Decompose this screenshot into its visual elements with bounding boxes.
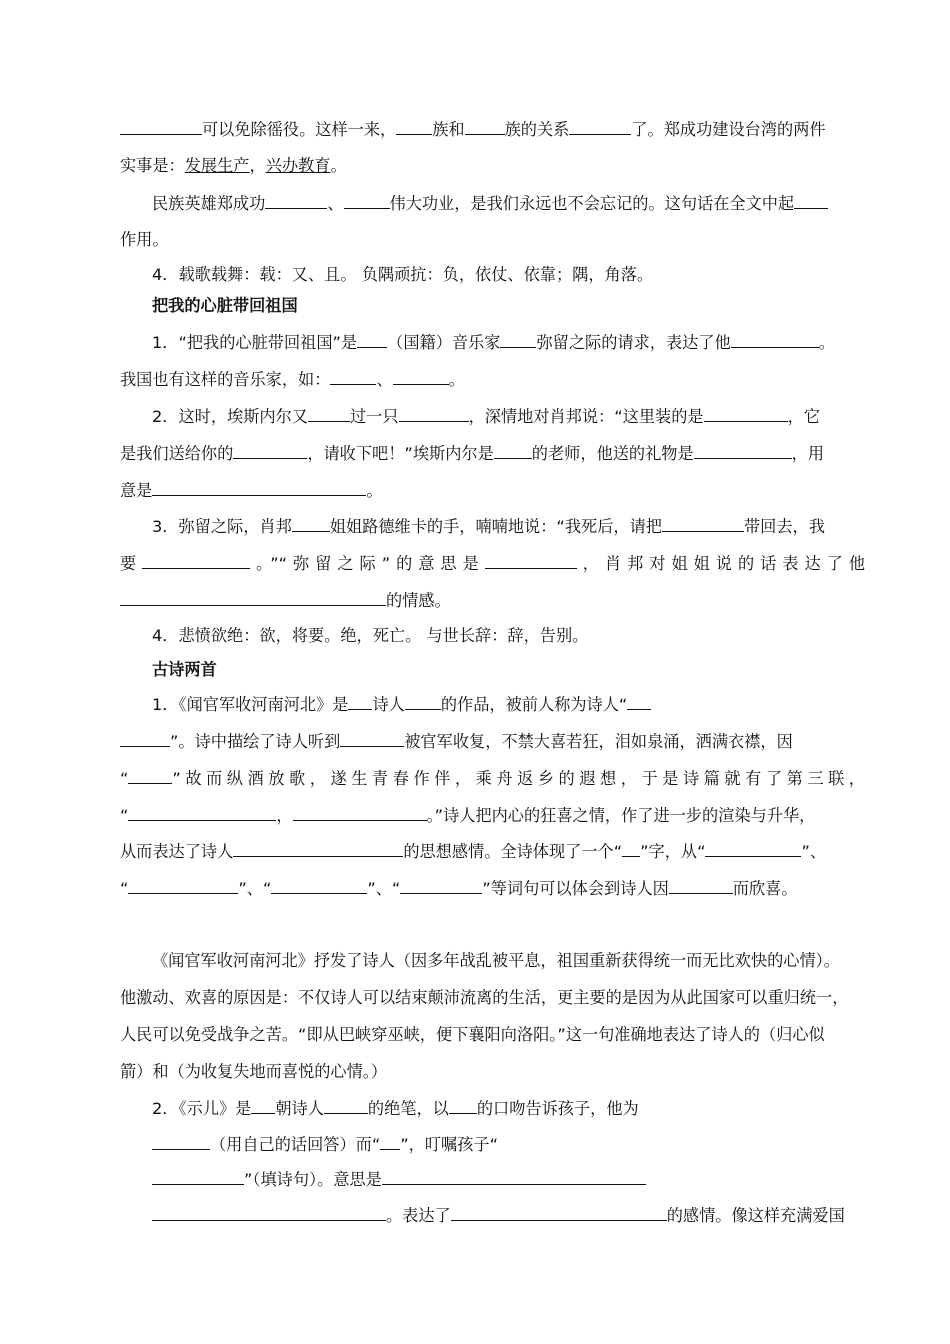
- fill-blank[interactable]: [340, 728, 404, 747]
- fill-blank[interactable]: [393, 366, 449, 385]
- section-title: 把我的心脏带回祖国: [152, 296, 298, 315]
- fill-blank[interactable]: [500, 329, 536, 348]
- text-line: 3．弥留之际，肖邦 姐姐路德维卡的手，喃喃地说：“我死后，请把 带回去，我: [152, 513, 865, 539]
- text-line: “ ， 。”诗人把内心的狂喜之情，作了进一步的渲染与升华，: [120, 802, 865, 828]
- fill-blank[interactable]: [233, 838, 403, 857]
- text-line: “ ”故而纵酒放歌，遂生青春作伴，乘舟返乡的遐想，于是诗篇就有了第三联，: [120, 765, 865, 791]
- text-line: 人民可以免受战争之苦。“即从巴峡穿巫峡，便下襄阳向洛阳。”这一句准确地表达了诗人的（归心似: [120, 1025, 825, 1044]
- text-line: 《闻官军收河南河北》抒发了诗人（因多年战乱被平息，祖国重新获得统一而无比欢快的心情）。: [152, 951, 840, 970]
- fill-blank[interactable]: [794, 190, 828, 209]
- fill-blank[interactable]: [465, 116, 505, 135]
- fill-blank[interactable]: [399, 403, 469, 422]
- fill-blank[interactable]: [142, 550, 250, 569]
- text-line: 箭）和（为收复失地而喜悦的心情。）: [120, 1062, 388, 1081]
- fill-blank[interactable]: [292, 513, 330, 532]
- fill-blank[interactable]: [348, 691, 372, 710]
- text-line: “ ”、“ ”、“ ”等词句可以体会到诗人因 而欣喜。: [120, 875, 865, 901]
- fill-blank[interactable]: [330, 366, 376, 385]
- section-title: 古诗两首: [152, 660, 217, 679]
- underlined-answer: 兴办教育: [265, 156, 331, 175]
- fill-blank[interactable]: [271, 875, 367, 894]
- fill-blank[interactable]: [705, 838, 801, 857]
- fill-blank[interactable]: [293, 802, 427, 821]
- text-line: 。表达了 的感情。像这样充满爱国: [152, 1202, 865, 1228]
- fill-blank[interactable]: [152, 1166, 244, 1185]
- fill-blank[interactable]: [694, 440, 792, 459]
- fill-blank[interactable]: [731, 329, 819, 348]
- fill-blank[interactable]: [382, 1166, 646, 1185]
- text-line: 可以免除徭役。这样一来， 族和 族的关系 了。郑成功建设台湾的两件: [120, 116, 865, 142]
- fill-blank[interactable]: [622, 838, 640, 857]
- text-line: 从而表达了诗人 的思想感情。全诗体现了一个“ ”字，从“ ”、: [120, 838, 865, 864]
- fill-blank[interactable]: [152, 477, 366, 496]
- fill-blank[interactable]: [494, 440, 532, 459]
- fill-blank[interactable]: [128, 875, 238, 894]
- text-line: ”。诗中描绘了诗人听到 被官军收复，不禁大喜若狂，泪如泉涌，洒满衣襟，因: [120, 728, 865, 754]
- text-line: 实事是：发展生产，兴办教育。: [120, 156, 347, 175]
- text-line: ”（填诗句）。意思是: [152, 1166, 865, 1192]
- text-line: 1．《闻官军收河南河北》是 诗人 的作品，被前人称为诗人“: [152, 691, 865, 717]
- text-line: 我国也有这样的音乐家，如： 、 。: [120, 366, 865, 392]
- fill-blank[interactable]: [396, 116, 432, 135]
- fill-blank[interactable]: [449, 1095, 477, 1114]
- fill-blank[interactable]: [405, 691, 441, 710]
- fill-blank[interactable]: [308, 403, 350, 422]
- fill-blank[interactable]: [128, 765, 172, 784]
- text-line: 他激动、欢喜的原因是：不仅诗人可以结束颠沛流离的生活，更主要的是因为从此国家可以重归统一，: [120, 988, 849, 1007]
- fill-blank[interactable]: [120, 728, 170, 747]
- fill-blank[interactable]: [233, 440, 307, 459]
- text-line: 要 。”“弥留之际”的意思是 ，肖邦对姐姐说的话表达了他: [120, 550, 865, 576]
- fill-blank[interactable]: [344, 190, 390, 209]
- fill-blank[interactable]: [380, 1131, 400, 1150]
- fill-blank[interactable]: [451, 1202, 667, 1221]
- fill-blank[interactable]: [357, 329, 387, 348]
- fill-blank[interactable]: [152, 1202, 386, 1221]
- fill-blank[interactable]: [120, 116, 202, 135]
- text-line: 2．这时，埃斯内尔又 过一只 ，深情地对肖邦说：“这里装的是 ，它: [152, 403, 865, 429]
- fill-blank[interactable]: [627, 691, 651, 710]
- fill-blank[interactable]: [265, 190, 327, 209]
- fill-blank[interactable]: [485, 550, 577, 569]
- fill-blank[interactable]: [400, 875, 482, 894]
- vocab-note: 4．载歌载舞：载：又、且。 负隅顽抗：负，依仗、依靠；隅，角落。: [152, 265, 654, 284]
- vocab-note: 4．悲愤欲绝：欲，将要。绝，死亡。 与世长辞：辞，告别。: [152, 626, 589, 645]
- text-line: 作用。: [120, 230, 169, 249]
- fill-blank[interactable]: [704, 403, 788, 422]
- fill-blank[interactable]: [128, 802, 276, 821]
- fill-blank[interactable]: [669, 875, 733, 894]
- fill-blank[interactable]: [662, 513, 744, 532]
- fill-blank[interactable]: [569, 116, 631, 135]
- text-line: 民族英雄郑成功 、 伟大功业，是我们永远也不会忘记的。这句话在全文中起: [152, 190, 865, 216]
- underlined-answer: 发展生产: [184, 156, 250, 175]
- text-line: 2．《示儿》是 朝诗人 的绝笔，以 的口吻告诉孩子，他为: [152, 1095, 865, 1121]
- text-line: 是我们送给你的 ，请收下吧！”埃斯内尔是 的老师，他送的礼物是 ，用: [120, 440, 865, 466]
- fill-blank[interactable]: [152, 1131, 210, 1150]
- text-line: 1．“把我的心脏带回祖国”是 （国籍）音乐家 弥留之际的请求，表达了他 。: [152, 329, 865, 355]
- text-line: 意是 。: [120, 477, 865, 503]
- fill-blank[interactable]: [251, 1095, 275, 1114]
- text-line: 的情感。: [120, 587, 865, 613]
- text-line: （用自己的话回答）而“ ”，叮嘱孩子“: [152, 1131, 865, 1157]
- fill-blank[interactable]: [120, 587, 386, 606]
- fill-blank[interactable]: [324, 1095, 368, 1114]
